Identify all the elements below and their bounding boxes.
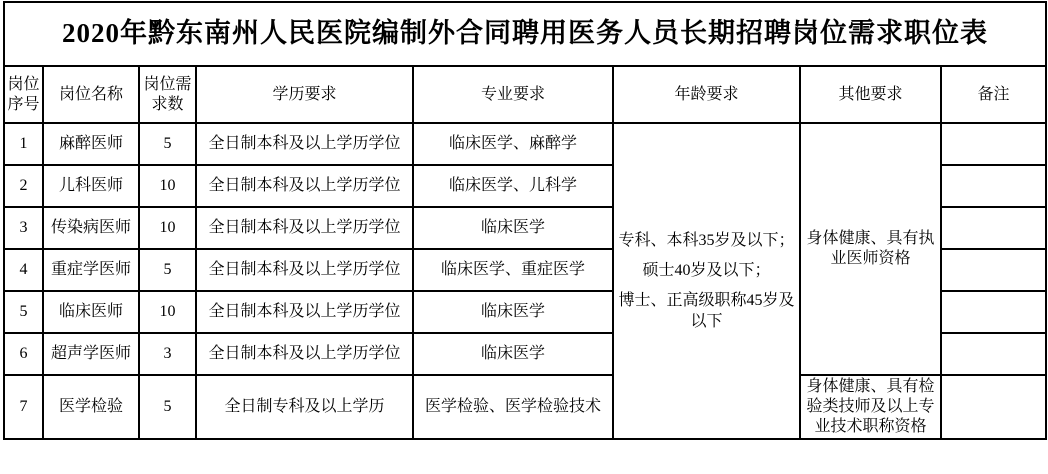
cell-remark xyxy=(941,333,1046,375)
cell-education: 全日制本科及以上学历学位 xyxy=(196,249,413,291)
table-header-row xyxy=(4,66,1046,123)
cell-major: 临床医学、儿科学 xyxy=(413,165,613,207)
page-title: 2020年黔东南州人民医院编制外合同聘用医务人员长期招聘岗位需求职位表 xyxy=(4,2,1046,66)
cell-other-requirement-doctors: 身体健康、具有执业医师资格 xyxy=(800,123,941,375)
cell-position-name: 超声学医师 xyxy=(43,333,139,375)
recruitment-sheet xyxy=(3,1,1045,440)
cell-major: 临床医学、麻醉学 xyxy=(413,123,613,165)
header-remark: 备注 xyxy=(941,66,1046,123)
table-row xyxy=(4,375,1046,439)
cell-remark xyxy=(941,123,1046,165)
cell-age-requirement xyxy=(613,123,800,439)
cell-position-name: 医学检验 xyxy=(43,375,139,439)
cell-position-no: 6 xyxy=(4,333,43,375)
cell-education: 全日制本科及以上学历学位 xyxy=(196,333,413,375)
cell-position-name: 临床医师 xyxy=(43,291,139,333)
cell-education: 全日制本科及以上学历学位 xyxy=(196,123,413,165)
cell-headcount: 10 xyxy=(139,207,196,249)
header-headcount: 岗位需求数 xyxy=(139,66,196,123)
cell-education: 全日制本科及以上学历学位 xyxy=(196,291,413,333)
header-position-no: 岗位序号 xyxy=(4,66,43,123)
cell-position-no: 5 xyxy=(4,291,43,333)
cell-position-name: 重症学医师 xyxy=(43,249,139,291)
cell-major: 临床医学、重症医学 xyxy=(413,249,613,291)
cell-position-name: 麻醉医师 xyxy=(43,123,139,165)
cell-headcount: 5 xyxy=(139,249,196,291)
age-line: 专科、本科35岁及以下； xyxy=(618,232,795,249)
recruitment-table xyxy=(3,1,1047,440)
age-line: 硕士40岁及以下； xyxy=(642,262,771,279)
header-position-name: 岗位名称 xyxy=(43,66,139,123)
cell-other-requirement-lab: 身体健康、具有检验类技师及以上专业技术职称资格 xyxy=(800,375,941,439)
header-major: 专业要求 xyxy=(413,66,613,123)
cell-headcount: 10 xyxy=(139,165,196,207)
cell-headcount: 5 xyxy=(139,375,196,439)
cell-education: 全日制本科及以上学历学位 xyxy=(196,165,413,207)
cell-major: 临床医学 xyxy=(413,207,613,249)
cell-major: 临床医学 xyxy=(413,291,613,333)
cell-major: 医学检验、医学检验技术 xyxy=(413,375,613,439)
cell-position-no: 2 xyxy=(4,165,43,207)
cell-remark xyxy=(941,207,1046,249)
cell-education: 全日制专科及以上学历 xyxy=(196,375,413,439)
header-age: 年龄要求 xyxy=(613,66,800,123)
cell-remark xyxy=(941,375,1046,439)
cell-headcount: 5 xyxy=(139,123,196,165)
cell-position-no: 7 xyxy=(4,375,43,439)
cell-position-no: 3 xyxy=(4,207,43,249)
cell-position-name: 儿科医师 xyxy=(43,165,139,207)
cell-position-name: 传染病医师 xyxy=(43,207,139,249)
cell-education: 全日制本科及以上学历学位 xyxy=(196,207,413,249)
cell-headcount: 3 xyxy=(139,333,196,375)
cell-remark xyxy=(941,291,1046,333)
header-education: 学历要求 xyxy=(196,66,413,123)
cell-headcount: 10 xyxy=(139,291,196,333)
cell-position-no: 1 xyxy=(4,123,43,165)
table-row xyxy=(4,123,1046,165)
cell-remark xyxy=(941,249,1046,291)
cell-position-no: 4 xyxy=(4,249,43,291)
cell-remark xyxy=(941,165,1046,207)
header-other: 其他要求 xyxy=(800,66,941,123)
cell-major: 临床医学 xyxy=(413,333,613,375)
age-line: 博士、正高级职称45岁及以下 xyxy=(618,292,795,330)
